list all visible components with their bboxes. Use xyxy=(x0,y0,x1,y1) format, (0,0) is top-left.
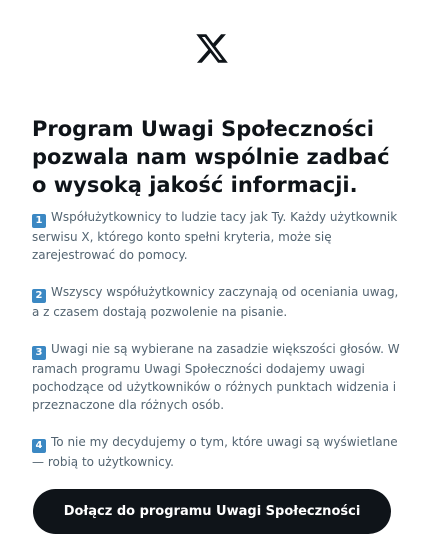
info-points-list xyxy=(32,208,402,471)
info-point-2 xyxy=(32,283,402,321)
keycap-2-icon: 2 xyxy=(32,289,46,303)
info-point-3 xyxy=(32,340,402,414)
keycap-4-icon: 4 xyxy=(32,439,46,453)
info-point-text: Uwagi nie są wybierane na zasadzie większości głosów. W ramach programu Uwagi Społeczności dodajemy uwagi pochodzące od użytkowników o różnych punktach widzenia i przeznaczone dla różnych osób. xyxy=(32,342,400,412)
join-community-notes-button[interactable]: Dołącz do programu Uwagi Społeczności xyxy=(33,489,391,534)
info-point-1 xyxy=(32,208,402,264)
info-point-text: To nie my decydujemy o tym, które uwagi są wyświetlane — robią to użytkownicy. xyxy=(32,435,398,469)
info-point-4 xyxy=(32,433,402,471)
x-logo-icon xyxy=(193,31,231,66)
keycap-3-icon: 3 xyxy=(32,346,46,360)
keycap-1-icon: 1 xyxy=(32,214,46,228)
headline: Program Uwagi Społeczności pozwala nam wspólnie zadbać o wysoką jakość informacji. xyxy=(32,117,390,197)
info-point-text: Współużytkownicy to ludzie tacy jak Ty. Każdy użytkownik serwisu X, którego konto spełni kryteria, może się zarejestrować do pomocy. xyxy=(32,210,398,262)
info-point-text: Wszyscy współużytkownicy zaczynają od oceniania uwag, a z czasem dostają pozwolenie na pisanie. xyxy=(32,285,399,319)
